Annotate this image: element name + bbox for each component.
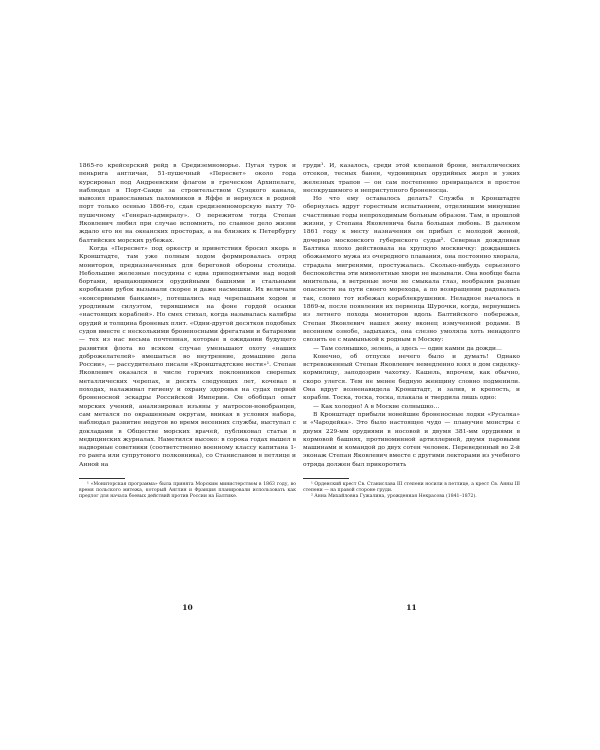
paragraph: В Кронштадт прибыли новейшие броненосные лодки «Русалка» и «Чародейка». Это было настоящее чудо — плавучие монстры с двумя 229-мм орудиями в носовой и двумя 381-мм орудиями в кормовой башнях, противоминной артиллерией, двумя паровыми машинами и командой до двух сотен человек. Переведенный во 2-й эконаж Степан Яковлевич вместе с другими лекторами из учебного отряда должен был прикоротить [303, 410, 520, 468]
footnote-divider [303, 478, 349, 479]
paragraph: Конечно, об отпуске нечего было и думать! Однако встревоженный Степан Яковлевич немедленно взял в дом сиделку-кормилицу, заподозрив чахотку. Кашель, впрочем, как обычно, скоро улегся. Тем не менее бедную женщину словно подменили. Она вдруг возненавидела Кронштадт, и залив, и крепость, и корабли. Тоска, тоска, тоска, плакала и твердила лишь одно: [303, 352, 520, 402]
paragraph: 1865-го крейсерский рейд в Средиземноморье. Пугая турок и пеньрига англичан, 51-пушечный «Пересвет» около года курсировал под Андреевским флагом в греческом Архипелаге, наблюдал в Порт-Саиде за строительством Суэцкого канала, вывозил православных паломников в Яффе и вернулся в родной порт только осенью 1866-го, сдав средиземноморскую вахту 70-пушечному «Генерал-адмиралу». О пережитом тогда Степан Яковлевич любил при случае вспомнить, по славное дело жизни ждало его не на океанских просторах, а на близких к Петербургу балтийских морских рубежах. [79, 162, 296, 244]
page-number-right: 11 [406, 603, 417, 612]
left-footnotes [79, 482, 296, 501]
footnote: ¹ «Мониторская программа» была принята Морским министерством в 1863 году, во время польского мятежа, который Англия и Франция планировали использовать как предлог для начала боевых действий против России на Балтике. [79, 481, 296, 500]
left-page [79, 162, 296, 501]
paragraph: груди¹. И, казалось, среди этой клепаной брони, металлических отсеков, тесных банен, чудовищных орудийных жерл и узких железных трапов — он сам постепенно превращался в простое несокрушимого и неприступного броненосца. [303, 162, 520, 194]
right-page [303, 162, 520, 501]
dialogue-line: — Там солнышко, зелень, а здесь — один камни да дожди… [313, 344, 502, 352]
footnote: ¹ Орденский крест Св. Станислава III степени носили в петлице, а крест Св. Анны III степени — на правой стороне груди. [303, 481, 520, 494]
right-footnotes [303, 482, 520, 501]
dialogue-line: — Как холодно! А в Москве солнышко… [313, 402, 440, 410]
footnote: ² Анна Михайловна Гужалина, урожденная Некрасова (1841–1872). [311, 494, 477, 500]
footnote-divider [79, 478, 125, 479]
page-number-left: 10 [182, 603, 193, 612]
left-body-text [79, 162, 296, 469]
paragraph: Когда «Пересвет» под оркестр и приветствия бросил якорь в Кронштадте, там уже полным ходом формировалась отряд мониторов, предназначенных для береговой обороны столицы. Небольшие железные посудины с едва приподнятыми над водой бортами, вращающимися орудийными башнями и стальными коробками рубок вызывали скорее и даже насмешки. Их величали «консервными банками», потешались над черепашьим ходом и уродливым силуэтом, терявшимся на фоне гордой осанки «настоящих кораблей». Но смех стихал, когда называлась калибры орудий и толщина броневых плит. «Одни-другой десятков подобных судов вместе с несколькими броненосными фрегатами и батареями — тех из нас весьма почтенная, которые в ожидании будущего развития флота во всяком случае уменьшают охоту «наших доброжелателей» вмешаться во внутренние, домашние дела России», — рассудительно писали «Кронштадтские вести»¹. Степан Яковлевич оказался в числе горячих поклонников сверепых металлических черепах, и десять следующих лет, кочевал в походах, налаживал гигиену и охрану здоровья на судах первой броненосной эскадры Российской Империи. Он обобщал опыт морских учений, анализировал изъяны у матросов-новобранцев, сам метался по окрашенным округам, вникая в условия набора, наблюдал развитие недугов во время весенних службы, выступал с докладами в Обществе морских врачей, публиковал статьи в медицинских журналах. Наметился высоко: в сорока годах вышел в надворные советники (соответственно военному классу капитана 1-го ранга или супрутового полковника), со Станиславом в петлице и Анной на [79, 244, 296, 468]
right-body-text [303, 162, 520, 469]
paragraph: Но что ему оставалось делать? Служба в Кронштадте обернулась вдруг горестным испытанием, отделившим минувшие счастливые годы непроходимым больным образом. Там, в прошлой жизни, у Степана Яковлевича была большая любовь. В далеком 1861 году к месту назначения он прибыл с молодой женой, дочерью московского губернского судьи². Северная дождливая Балтика плохо действовала на хрупкую москвичку: дождавшись обожаемого мужа из очередного плавания, она постоянно хворала, страдала мигренями, простужалась. Сколько-нибудь серьезного беспокойства эти мимолетные хвори не вызывали. Она вообще была мнительна, в ветреные ночи не смыкала глаз, вообразив разные опасности на пути своего морехода, а по возвращении радовалась так, словно тот избежал кораблекрушения. Неладное началось в 1869-м, после появления их первенца Шурочки, когда, вернувшись из летнего похода мониторов вдоль Балтийского побережья, Степан Яковлевич нашел жену вконец измученной родами. В весеннем ознобе, задыхаясь, она слезно умоляла хоть ненадолго свозить ее с мамынькой к родным в Москву: [303, 195, 520, 344]
